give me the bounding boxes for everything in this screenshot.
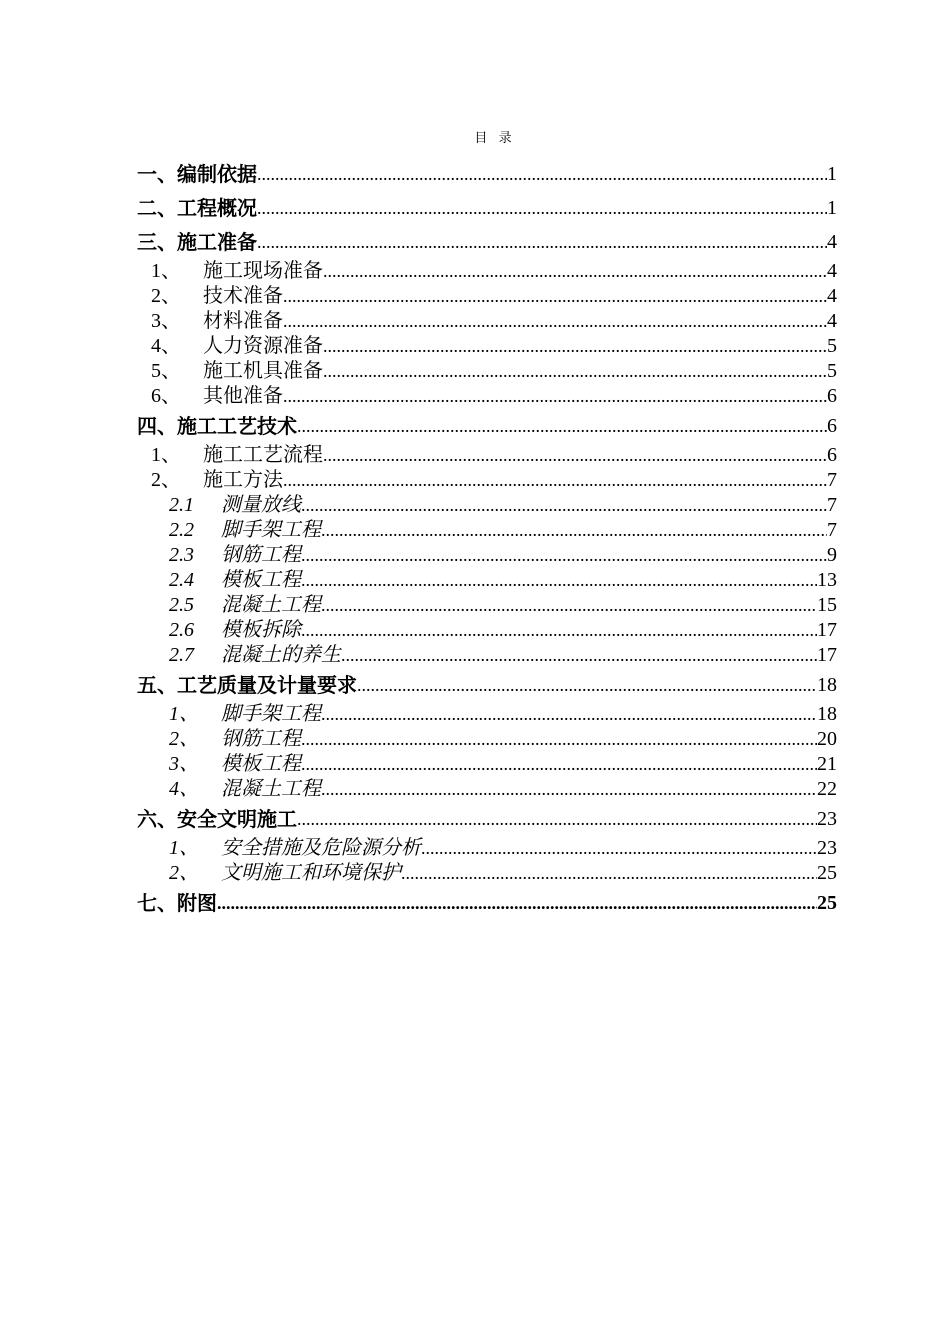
toc-entry-text: 七、附图 (137, 891, 217, 915)
toc-page-number: 17 (817, 644, 837, 666)
toc-entry-text: 施工机具准备 (203, 360, 323, 382)
toc-dot-leader (217, 886, 817, 920)
toc-entry-label (137, 384, 283, 409)
toc-entry[interactable] (137, 593, 837, 618)
toc-entry-label (137, 752, 301, 777)
toc-entry-label (137, 861, 401, 886)
toc-entry-text: 模板工程 (221, 753, 301, 775)
toc-entry-label (137, 518, 321, 543)
toc-entry-number: 1、 (169, 703, 199, 725)
toc-entry[interactable] (137, 225, 837, 259)
toc-dot-leader (341, 643, 817, 668)
toc-entry-text: 其他准备 (203, 385, 283, 407)
toc-entry-text: 材料准备 (203, 310, 283, 332)
toc-entry-label (137, 702, 321, 727)
toc-page-number: 9 (827, 544, 837, 566)
toc-entry[interactable] (137, 777, 837, 802)
toc-page-number: 7 (827, 494, 837, 516)
toc-entry-number: 5、 (151, 360, 181, 382)
toc-entry-text: 施工方法 (203, 469, 283, 491)
toc-entry-text: 安全措施及危险源分析 (221, 837, 421, 859)
toc-entry-label (137, 191, 257, 225)
toc-dot-leader (283, 284, 827, 309)
toc-entry-number: 2.2 (169, 519, 194, 541)
toc-entry-label (137, 836, 421, 861)
toc-dot-leader (323, 359, 827, 384)
toc-entry-label (137, 618, 301, 643)
toc-entry-label (137, 668, 357, 702)
toc-dot-leader (301, 493, 827, 518)
toc-dot-leader (357, 668, 817, 702)
toc-entry-label (137, 802, 297, 836)
toc-page-number: 13 (817, 569, 837, 591)
toc-page-number: 6 (827, 444, 837, 466)
toc-entry[interactable] (137, 836, 837, 861)
toc-entry-label (137, 593, 321, 618)
toc-entry-text: 施工工艺流程 (203, 444, 323, 466)
toc-entry-label (137, 225, 257, 259)
toc-entry-number: 3、 (151, 310, 181, 332)
toc-entry-number: 6、 (151, 385, 181, 407)
toc-page-number: 5 (827, 335, 837, 357)
toc-entry-label (137, 334, 323, 359)
toc-dot-leader (297, 802, 817, 836)
toc-entry-text: 文明施工和环境保护 (221, 862, 401, 884)
toc-entry-text: 四、施工工艺技术 (137, 414, 297, 438)
toc-page-number: 15 (817, 594, 837, 616)
toc-dot-leader (257, 157, 827, 191)
toc-page-number: 4 (827, 310, 837, 332)
toc-entry-text: 技术准备 (203, 285, 283, 307)
toc-page-number: 22 (817, 778, 837, 800)
toc-entry[interactable] (137, 618, 837, 643)
toc-page-number: 23 (817, 808, 837, 830)
toc-entry-label (137, 359, 323, 384)
toc-dot-leader (297, 409, 827, 443)
toc-entry[interactable] (137, 568, 837, 593)
toc-dot-leader (301, 618, 817, 643)
toc-dot-leader (301, 727, 817, 752)
toc-dot-leader (301, 543, 827, 568)
toc-page-number: 18 (817, 703, 837, 725)
toc-dot-leader (321, 777, 817, 802)
toc-entry-text: 测量放线 (221, 494, 301, 516)
toc-entry-label (137, 157, 257, 191)
toc-entry[interactable] (137, 702, 837, 727)
toc-page-number: 7 (827, 519, 837, 541)
toc-entry-text: 钢筋工程 (221, 544, 301, 566)
toc-entry-text: 施工现场准备 (203, 260, 323, 282)
toc-dot-leader (283, 384, 827, 409)
toc-entry-text: 三、施工准备 (137, 230, 257, 254)
toc-page-number: 4 (827, 231, 837, 253)
toc-entry[interactable] (137, 802, 837, 836)
toc-entry-label (137, 777, 321, 802)
toc-entry-text: 模板工程 (221, 569, 301, 591)
toc-page-number: 6 (827, 415, 837, 437)
toc-entry-label (137, 284, 283, 309)
toc-entry-number: 2.3 (169, 544, 194, 566)
toc-entry-text: 钢筋工程 (221, 728, 301, 750)
toc-entry-text: 六、安全文明施工 (137, 807, 297, 831)
toc-entry[interactable] (137, 668, 837, 702)
toc-dot-leader (283, 309, 827, 334)
toc-entry-label (137, 309, 283, 334)
toc-entry-number: 4、 (169, 778, 199, 800)
toc-entry[interactable] (137, 543, 837, 568)
toc-entry[interactable] (137, 727, 837, 752)
toc-page-number: 6 (827, 385, 837, 407)
toc-dot-leader (421, 836, 817, 861)
toc-entry-label (137, 727, 301, 752)
toc-entry[interactable] (137, 384, 837, 409)
toc-entry-number: 2.6 (169, 619, 194, 641)
toc-dot-leader (257, 191, 827, 225)
toc-entry-number: 2、 (169, 728, 199, 750)
toc-entry-text: 混凝土的养生 (221, 644, 341, 666)
toc-entry-label (137, 886, 217, 920)
toc-entry-label (137, 543, 301, 568)
toc-entry-text: 五、工艺质量及计量要求 (137, 673, 357, 697)
table-of-contents (137, 157, 837, 920)
toc-entry-number: 1、 (151, 260, 181, 282)
toc-entry[interactable] (137, 259, 837, 284)
toc-entry-number: 2.1 (169, 494, 194, 516)
toc-entry-label (137, 409, 297, 443)
toc-dot-leader (401, 861, 817, 886)
toc-entry-number: 2.4 (169, 569, 194, 591)
toc-page-number: 17 (817, 619, 837, 641)
toc-entry[interactable] (137, 468, 837, 493)
toc-entry-text: 模板拆除 (221, 619, 301, 641)
toc-entry[interactable] (137, 518, 837, 543)
toc-page-number: 5 (827, 360, 837, 382)
toc-dot-leader (321, 702, 817, 727)
toc-entry-number: 4、 (151, 335, 181, 357)
toc-entry-number: 2、 (169, 862, 199, 884)
toc-entry-number: 2、 (151, 469, 181, 491)
toc-dot-leader (301, 568, 817, 593)
toc-page-number: 7 (827, 469, 837, 491)
toc-entry-text: 混凝土工程 (221, 594, 321, 616)
toc-entry-number: 1、 (169, 837, 199, 859)
toc-page-number: 25 (817, 862, 837, 884)
toc-dot-leader (321, 593, 817, 618)
toc-dot-leader (323, 259, 827, 284)
toc-page-number: 18 (817, 674, 837, 696)
toc-entry[interactable] (137, 334, 837, 359)
toc-entry-text: 混凝土工程 (221, 778, 321, 800)
toc-entry[interactable] (137, 284, 837, 309)
toc-title: 目 录 (474, 130, 516, 145)
toc-page-number: 25 (817, 892, 837, 914)
toc-entry-label (137, 643, 341, 668)
toc-entry[interactable] (137, 886, 837, 920)
toc-dot-leader (257, 225, 827, 259)
toc-entry-label (137, 493, 301, 518)
toc-entry[interactable] (137, 191, 837, 225)
toc-entry-label (137, 259, 323, 284)
toc-entry-label (137, 468, 283, 493)
toc-entry-number: 1、 (151, 444, 181, 466)
toc-entry-text: 脚手架工程 (221, 703, 321, 725)
toc-entry-text: 人力资源准备 (203, 335, 323, 357)
toc-entry[interactable] (137, 359, 837, 384)
toc-entry-number: 3、 (169, 753, 199, 775)
toc-entry[interactable] (137, 157, 837, 191)
toc-dot-leader (301, 752, 817, 777)
toc-entry[interactable] (137, 643, 837, 668)
toc-entry-text: 二、工程概况 (137, 196, 257, 220)
toc-page-number: 1 (827, 197, 837, 219)
toc-entry[interactable] (137, 752, 837, 777)
toc-entry-text: 一、编制依据 (137, 162, 257, 186)
toc-entry-text: 脚手架工程 (221, 519, 321, 541)
toc-entry[interactable] (137, 443, 837, 468)
toc-entry-label (137, 443, 323, 468)
toc-entry-number: 2、 (151, 285, 181, 307)
toc-entry-label (137, 568, 301, 593)
toc-dot-leader (323, 443, 827, 468)
toc-dot-leader (321, 518, 827, 543)
toc-entry-number: 2.5 (169, 594, 194, 616)
toc-entry[interactable] (137, 861, 837, 886)
toc-dot-leader (283, 468, 827, 493)
toc-entry[interactable] (137, 409, 837, 443)
toc-page-number: 4 (827, 285, 837, 307)
toc-page-number: 20 (817, 728, 837, 750)
toc-entry[interactable] (137, 309, 837, 334)
toc-entry[interactable] (137, 493, 837, 518)
toc-entry-number: 2.7 (169, 644, 194, 666)
toc-dot-leader (323, 334, 827, 359)
toc-page-number: 23 (817, 837, 837, 859)
toc-page-number: 1 (827, 163, 837, 185)
toc-page-number: 21 (817, 753, 837, 775)
toc-page-number: 4 (827, 260, 837, 282)
